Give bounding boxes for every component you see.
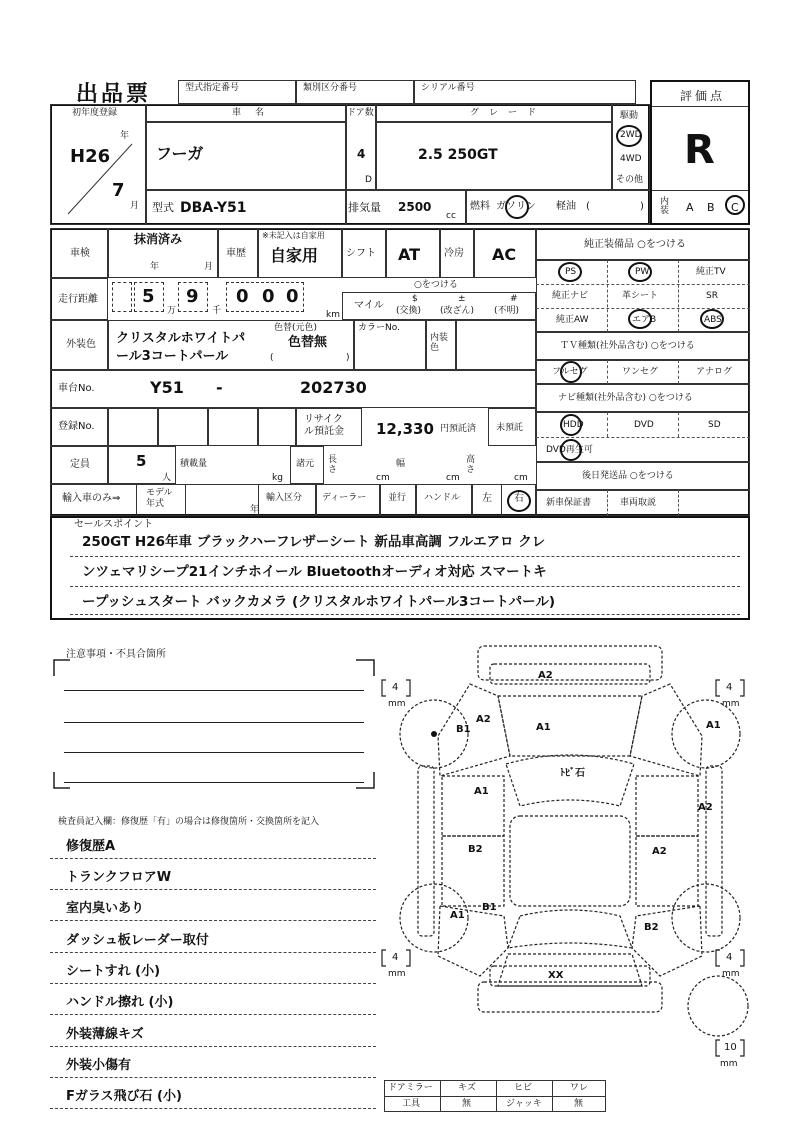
usage-history: 自家用 xyxy=(270,246,319,265)
door-count: 4 xyxy=(357,147,366,161)
mileage-digit-3: 0 xyxy=(236,286,249,307)
navi-sd: SD xyxy=(708,420,721,430)
note-item-5: シートすれ (小) xyxy=(66,964,161,979)
interior-grade-circle xyxy=(725,195,745,215)
equip-ps: PS xyxy=(565,267,577,277)
damage-label: A1 xyxy=(474,786,489,797)
serial-cell: シリアル番号 xyxy=(414,80,636,104)
form-title: 出品票 xyxy=(76,82,152,107)
equip-airbag: エアB xyxy=(632,315,657,325)
vehicle-damage-diagram xyxy=(380,636,760,1076)
exterior-color-1: クリスタルホワイトパ xyxy=(116,331,246,346)
tv-oneseg: ワンセグ xyxy=(622,367,659,377)
tv-analog: アナログ xyxy=(696,367,733,377)
evaluation-box: 評価点 R 内装 A B C xyxy=(650,80,750,225)
inspection-value: 抹消済み xyxy=(134,232,183,246)
equip-navi: 純正ナビ xyxy=(552,291,589,301)
tread-depth-value: 4 xyxy=(726,682,733,693)
damage-label: ﾄﾋﾞ石 xyxy=(560,768,585,779)
damage-label: XX xyxy=(548,970,564,981)
first-reg-month: 7 xyxy=(112,180,125,201)
grade: 2.5 250GT xyxy=(418,147,498,163)
damage-label: B2 xyxy=(468,844,483,855)
later-warranty: 新車保証書 xyxy=(546,498,592,508)
date-slash xyxy=(60,140,140,220)
note-item-8: 外装小傷有 xyxy=(66,1058,132,1073)
mileage-digit-5: 0 xyxy=(286,286,299,307)
notes-bracket xyxy=(44,656,382,796)
damage-label: A2 xyxy=(538,670,553,681)
shift: AT xyxy=(398,245,421,264)
damage-label: A2 xyxy=(698,802,713,813)
evaluation-score: R xyxy=(684,127,715,173)
note-item-6: ハンドル擦れ (小) xyxy=(66,995,174,1010)
tread-depth-unit: mm xyxy=(720,1059,738,1069)
tread-depth-unit: mm xyxy=(388,969,406,979)
tread-depth-value: 4 xyxy=(392,952,399,963)
damage-label: A2 xyxy=(652,846,667,857)
class-code-cell: 類別区分番号 xyxy=(296,80,414,104)
recycle-fee: 12,330 xyxy=(376,420,434,438)
sales-point-line-3: ープッシュスタート バックカメラ (クリスタルホワイトパール3コートパール) xyxy=(82,594,555,610)
later-manual: 車両取説 xyxy=(620,498,657,508)
damage-label: A1 xyxy=(450,910,465,921)
damage-label: B2 xyxy=(644,922,659,933)
tread-depth-unit: mm xyxy=(388,699,406,709)
tread-depth-value: 4 xyxy=(392,682,399,693)
interior-grade-b: B xyxy=(707,201,715,214)
equip-aw: 純正AW xyxy=(556,315,589,325)
note-item-7: 外装薄線キズ xyxy=(66,1027,144,1042)
damage-label: A1 xyxy=(536,722,551,733)
sales-point-line-1: 250GT H26年車 ブラックハーフレザーシート 新品車高調 フルエアロ クレ xyxy=(82,534,546,550)
interior-grade-c: C xyxy=(731,201,739,214)
equip-pw: PW xyxy=(635,267,650,277)
navi-hdd: HDD xyxy=(563,420,584,430)
air-conditioner: AC xyxy=(492,245,517,264)
chassis-prefix: Y51 xyxy=(150,378,184,397)
exterior-color-2: ール3コートパール xyxy=(116,349,229,364)
equip-leather: 革シート xyxy=(622,291,659,301)
note-item-4: ダッシュ板レーダー取付 xyxy=(66,933,209,948)
first-reg-year: H26 xyxy=(70,146,111,167)
damage-label: A2 xyxy=(476,714,491,725)
navi-dvd: DVD xyxy=(634,420,654,430)
chassis-number: 202730 xyxy=(300,378,367,397)
fuel-gas-circle xyxy=(505,195,529,219)
model-code-cell: 型式指定番号 xyxy=(178,80,296,104)
damage-label: B1 xyxy=(456,724,471,735)
note-item-3: 室内臭いあり xyxy=(66,901,145,916)
note-item-2: トランクフロアW xyxy=(66,870,172,885)
tv-fullseg: フルセグ xyxy=(552,367,588,377)
equip-sr: SR xyxy=(706,291,718,301)
equip-abs: ABS xyxy=(704,315,722,325)
tread-depth-unit: mm xyxy=(722,699,740,709)
model-code: DBA-Y51 xyxy=(180,200,247,216)
mileage-digit-2: 9 xyxy=(186,286,199,307)
repaint: 色替無 xyxy=(288,335,328,350)
damage-label: B1 xyxy=(482,902,497,913)
mileage-digit-4: 0 xyxy=(262,286,275,307)
car-name: フーガ xyxy=(156,144,204,163)
tread-depth-value: 4 xyxy=(726,952,733,963)
dvd-playback: DVD再生可 xyxy=(546,445,593,455)
tread-depth-unit: mm xyxy=(722,969,740,979)
tread-depth-value: 10 xyxy=(724,1042,737,1053)
drive-2wd-circle xyxy=(616,125,642,147)
displacement: 2500 xyxy=(398,200,432,214)
damage-label: A1 xyxy=(706,720,721,731)
mileage-digit-1: 5 xyxy=(142,286,155,307)
note-item-1: 修復歴A xyxy=(66,839,116,854)
interior-grade-a: A xyxy=(686,201,694,214)
note-item-9: Fガラス飛び石 (小) xyxy=(66,1089,182,1104)
handle-right-circle xyxy=(507,490,531,512)
seating-capacity: 5 xyxy=(136,452,147,470)
sales-point-line-2: ンツェマリシープ21インチホイール Bluetoothオーディオ対応 スマートキ xyxy=(82,564,547,580)
equip-tv: 純正TV xyxy=(696,267,726,277)
